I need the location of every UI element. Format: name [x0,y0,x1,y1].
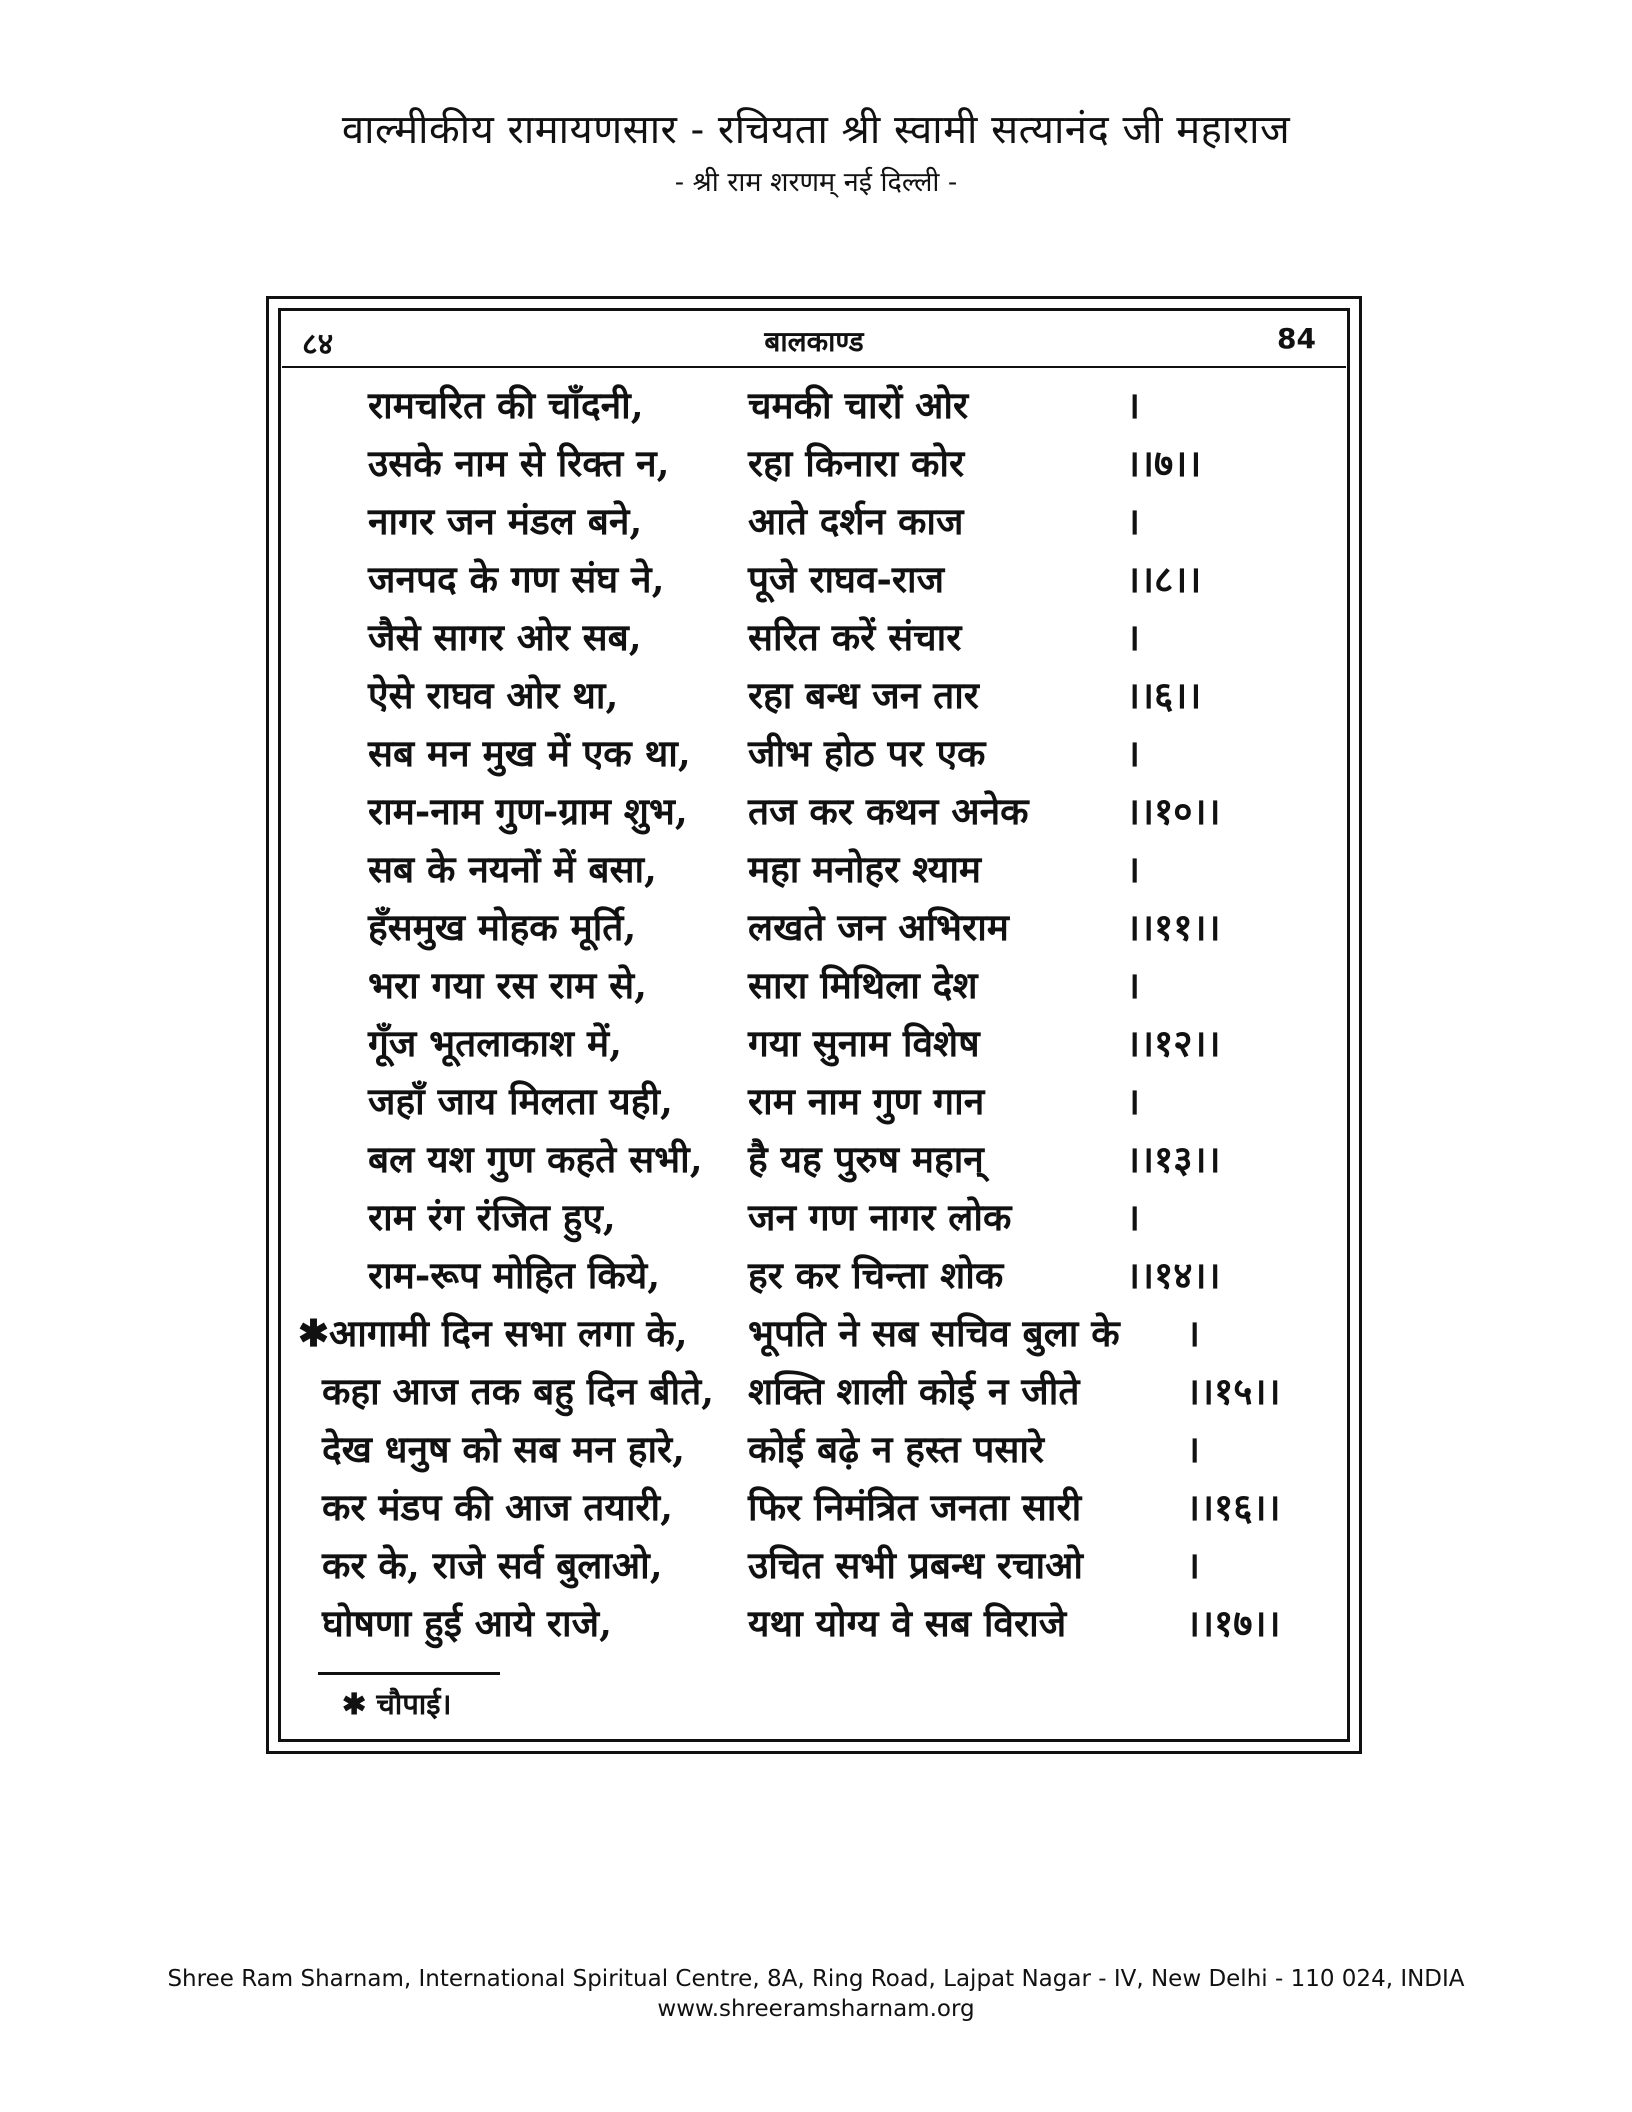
footer-address: Shree Ram Sharnam, International Spiritual Centre, 8A, Ring Road, Lajpat Nagar - IV, New Delhi - 110 024, INDIA [167,1966,1465,1992]
footnote: ✱ चौपाई। [342,1687,452,1721]
page-number: 84 [1277,322,1316,355]
document-title: वाल्मीकीय रामायणसार - रचियता श्री स्वामी सत्यानंद जी महाराज [341,107,1291,153]
chapter-title: बालकाण्ड [764,325,864,358]
footer-website: www.shreeramsharnam.org [657,1996,975,2022]
document-subtitle: - श्री राम शरणम् नई दिल्ली - [674,167,958,198]
page-header [282,318,1346,362]
header-rule [282,366,1346,368]
page-number-devanagari: ८४ [302,327,334,362]
footnote-rule [318,1672,500,1675]
